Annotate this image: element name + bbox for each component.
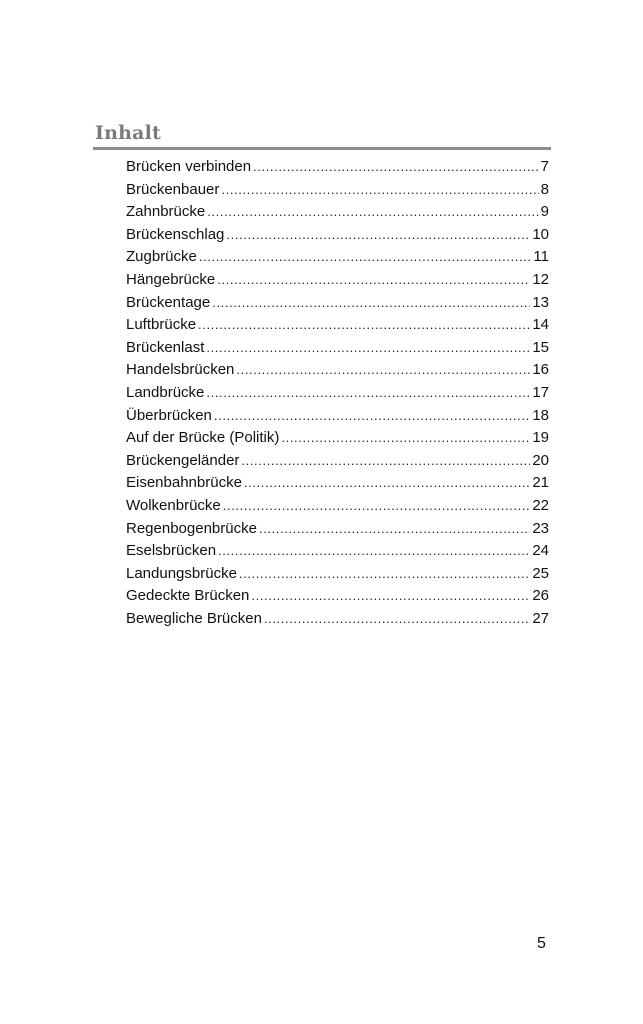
- dot-leader: [226, 224, 530, 247]
- toc-entry-title: Brückenlast: [126, 338, 205, 356]
- toc-entry[interactable]: [126, 450, 549, 473]
- toc-entry[interactable]: [126, 563, 549, 586]
- dot-leader: [239, 563, 530, 586]
- toc-entry-page: 22: [532, 496, 549, 514]
- dot-leader: [199, 246, 532, 269]
- toc-entry-title: Brückentage: [126, 293, 211, 311]
- toc-entry[interactable]: [126, 495, 549, 518]
- toc-entry-page: 18: [532, 406, 549, 424]
- toc-entry-title: Überbrücken: [126, 406, 212, 424]
- toc-entry-title: Brücken verbinden: [126, 158, 252, 175]
- dot-leader: [259, 518, 530, 541]
- dot-leader: [253, 156, 539, 179]
- toc-entry-page: 12: [532, 270, 549, 288]
- toc-entry-title: Brückenschlag: [126, 225, 225, 243]
- toc-entry-page: 19: [532, 429, 549, 447]
- dot-leader: [241, 450, 530, 473]
- dot-leader: [251, 585, 530, 608]
- toc-entry-title: Luftbrücke: [126, 316, 197, 334]
- toc-entry-title: Zugbrücke: [126, 248, 197, 266]
- dot-leader: [212, 292, 530, 315]
- toc-entry-title: Eisenbahnbrücke: [126, 474, 242, 492]
- toc-entry-title: Landungsbrücke: [126, 564, 237, 582]
- dot-leader: [236, 359, 530, 382]
- toc-entry-title: Handelsbrücken: [126, 361, 235, 379]
- toc-entry[interactable]: [126, 382, 549, 405]
- dot-leader: [221, 179, 538, 202]
- toc-entry[interactable]: [126, 427, 549, 450]
- toc-entry[interactable]: [126, 246, 549, 269]
- toc-entry-title: Hängebrücke: [126, 270, 216, 288]
- toc-entry-page: 14: [532, 316, 549, 334]
- toc-entry[interactable]: [126, 269, 549, 292]
- toc-entry-page: 21: [532, 474, 549, 492]
- toc-entry[interactable]: [126, 540, 549, 563]
- toc-entry-title: Eselsbrücken: [126, 542, 217, 560]
- toc-entry-page: 9: [540, 203, 549, 221]
- toc-list: [126, 156, 549, 630]
- dot-leader: [206, 337, 530, 360]
- toc-entry-page: 10: [532, 225, 549, 243]
- toc-entry[interactable]: [126, 359, 549, 382]
- dot-leader: [264, 608, 530, 631]
- toc-entry-page: 13: [532, 293, 549, 311]
- toc-entry-title: Brückenbauer: [126, 180, 220, 198]
- toc-entry-page: 15: [532, 338, 549, 356]
- toc-heading: Inhalt: [95, 122, 162, 144]
- dot-leader: [214, 405, 530, 428]
- toc-entry-title: Zahnbrücke: [126, 203, 206, 221]
- toc-entry-page: 11: [533, 248, 549, 266]
- dot-leader: [244, 472, 530, 495]
- toc-entry-page: 16: [532, 361, 549, 379]
- page-number: 5: [537, 935, 546, 952]
- toc-entry[interactable]: [126, 156, 549, 179]
- dot-leader: [281, 427, 530, 450]
- toc-entry[interactable]: [126, 337, 549, 360]
- toc-entry-page: 17: [532, 383, 549, 401]
- toc-entry[interactable]: [126, 201, 549, 224]
- toc-entry-page: 20: [532, 451, 549, 469]
- dot-leader: [206, 382, 530, 405]
- toc-entry-title: Auf der Brücke (Politik): [126, 429, 280, 447]
- heading-divider: [93, 147, 551, 150]
- dot-leader: [218, 540, 530, 563]
- toc-entry-page: 23: [532, 519, 549, 537]
- toc-entry-page: 24: [532, 542, 549, 560]
- toc-entry-page: 7: [540, 158, 549, 175]
- toc-entry[interactable]: [126, 608, 549, 631]
- toc-entry-title: Gedeckte Brücken: [126, 587, 250, 605]
- toc-entry[interactable]: [126, 179, 549, 202]
- toc-entry[interactable]: [126, 405, 549, 428]
- toc-entry-title: Bewegliche Brücken: [126, 609, 262, 627]
- dot-leader: [207, 201, 538, 224]
- dot-leader: [198, 314, 530, 337]
- dot-leader: [223, 495, 531, 518]
- toc-entry-title: Regenbogenbrücke: [126, 519, 257, 537]
- toc-entry-title: Wolkenbrücke: [126, 496, 221, 514]
- toc-entry[interactable]: [126, 224, 549, 247]
- toc-entry[interactable]: [126, 585, 549, 608]
- toc-entry[interactable]: [126, 518, 549, 541]
- toc-entry-title: Brückengeländer: [126, 451, 240, 469]
- dot-leader: [217, 269, 530, 292]
- toc-entry-page: 27: [532, 609, 549, 627]
- toc-entry-page: 26: [532, 587, 549, 605]
- toc-entry-title: Landbrücke: [126, 383, 205, 401]
- toc-entry[interactable]: [126, 314, 549, 337]
- toc-entry[interactable]: [126, 472, 549, 495]
- toc-entry[interactable]: [126, 292, 549, 315]
- toc-entry-page: 8: [540, 180, 549, 198]
- toc-entry-page: 25: [532, 564, 549, 582]
